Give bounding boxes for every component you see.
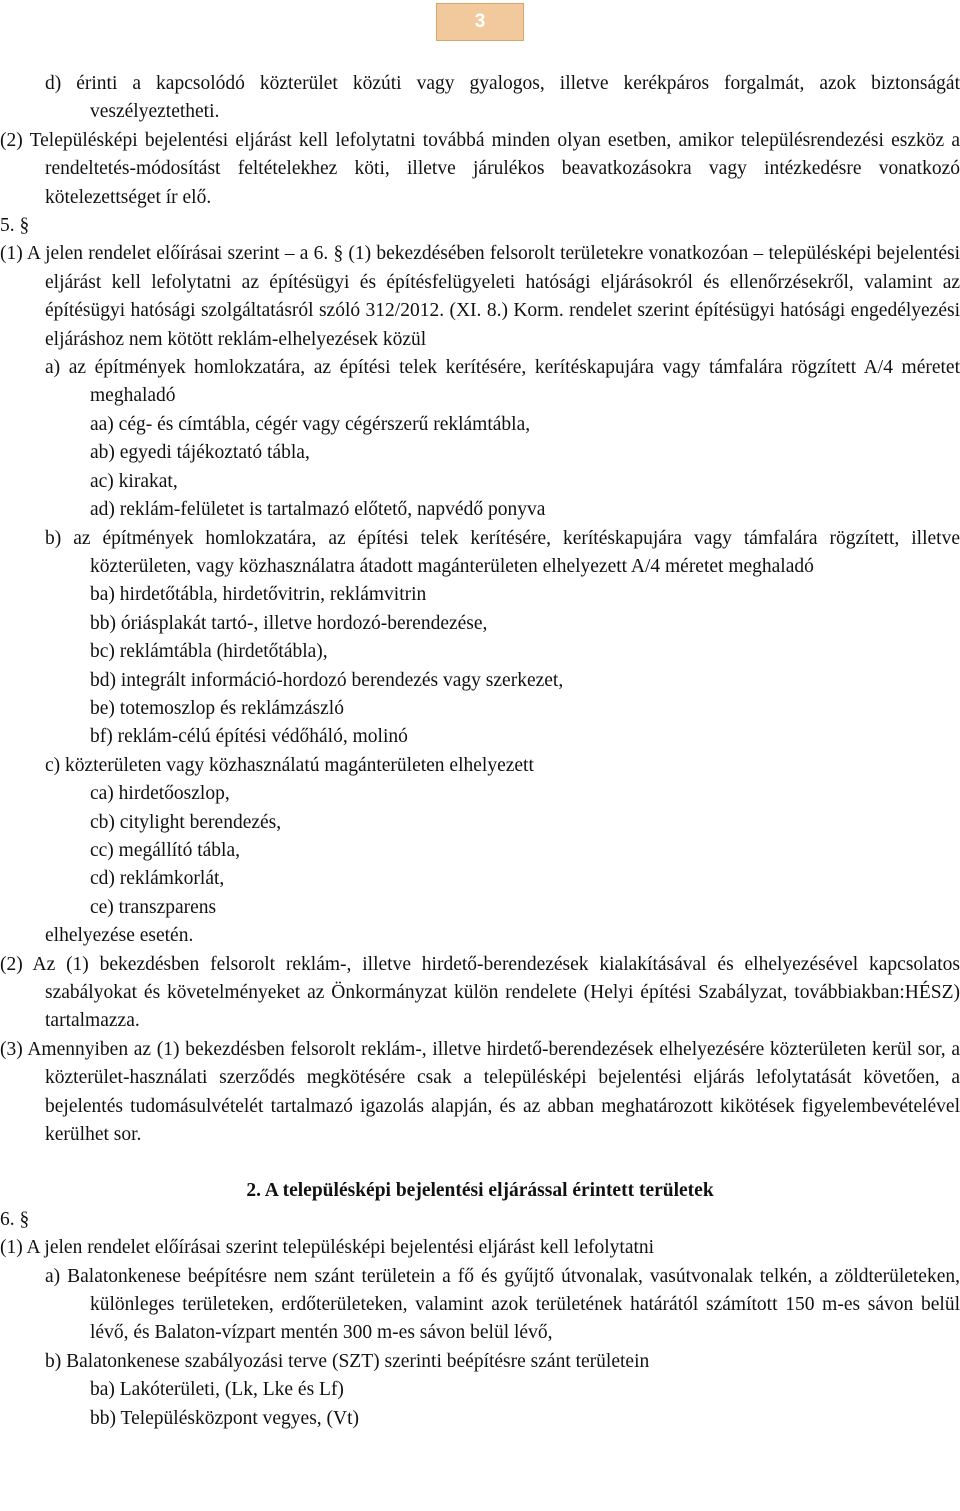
item-6ba: ba) Lakóterületi, (Lk, Lke és Lf) <box>90 1379 344 1401</box>
paragraph-5-2: (2) Az (1) bekezdésben felsorolt reklám-, illetve hirdető-berendezések kialakításával és elhelyezésével kapcsolatos szabályokat és követelményeket az Önkormányzat külön rendelete (Helyi építési Szabályzat, továbbiakban:HÉSZ) tartalmazza. <box>0 953 960 1032</box>
item-cd: cd) reklámkorlát, <box>90 868 225 890</box>
item-bd: bd) integrált információ-hordozó berendezés vagy szerkezet, <box>90 669 564 691</box>
item-ab: ab) egyedi tájékoztató tábla, <box>90 442 310 464</box>
closing-line: elhelyezése esetén. <box>45 925 194 947</box>
item-6a: a) Balatonkenese beépítésre nem szánt területein a fő és gyűjtő útvonalak, vasútvonalak telkén, a zöldterületeken, különleges területeken, erdőterületeken, valamint azok területének határától számított 150 m-es sávon belül lévő, és Balaton-vízpart mentén 300 m-es sávon belül lévő, <box>45 1265 960 1344</box>
item-ba: ba) hirdetőtábla, hirdetővitrin, reklámvitrin <box>90 584 427 606</box>
item-cc: cc) megállító tábla, <box>90 839 240 861</box>
item-ce: ce) transzparens <box>90 896 217 918</box>
item-bb: bb) óriásplakát tartó-, illetve hordozó-berendezése, <box>90 612 488 634</box>
section-5-heading: 5. § <box>0 215 30 237</box>
item-ac: ac) kirakat, <box>90 470 178 492</box>
item-b: b) az építmények homlokzatára, az építési telek kerítésére, kerítéskapujára vagy támfalára rögzített, illetve közterületen, vagy közhasználatra átadott magánterületen elhelyezett A/4 méretet meghaladó <box>45 527 960 577</box>
item-6bb: bb) Településközpont vegyes, (Vt) <box>90 1407 360 1429</box>
item-cb: cb) citylight berendezés, <box>90 811 282 833</box>
item-be: be) totemoszlop és reklámzászló <box>90 697 344 719</box>
page-number-badge: 3 <box>436 3 524 41</box>
item-ad: ad) reklám-felületet is tartalmazó előtető, napvédő ponyva <box>90 499 546 521</box>
paragraph-5-1: (1) A jelen rendelet előírásai szerint – a 6. § (1) bekezdésében felsorolt területekre vonatkozóan – településképi bejelentési eljárást kell lefolytatni az építésügyi és építésfelügyeleti hatósági eljárásokról és ellenőrzésekről, valamint az építésügyi hatósági szolgáltatásról szóló 312/2012. (XI. 8.) Korm. rendelet szerint építésügyi hatósági engedélyezési eljáráshoz nem kötött reklám-elhelyezések közül <box>0 243 960 350</box>
item-c: c) közterületen vagy közhasználatú magánterületen elhelyezett <box>45 754 534 776</box>
paragraph-d: d) érinti a kapcsolódó közterület közúti vagy gyalogos, illetve kerékpáros forgalmát, azok biztonságát veszélyeztetheti. <box>45 73 960 123</box>
paragraph-5-3: (3) Amennyiben az (1) bekezdésben felsorolt reklám-, illetve hirdető-berendezések elhelyezésére közterületen kerül sor, a közterület-használati szerződés megkötésére csak a településképi bejelentési eljárás lefolytatását követően, a bejelentés tudomásulvételét tartalmazó igazolás alapján, és az abban meghatározott kikötések figyelembevételével kerülhet sor. <box>0 1038 960 1146</box>
paragraph-4-2: (2) Településképi bejelentési eljárást kell lefolytatni továbbá minden olyan esetben, amikor településrendezési eszköz a rendeltetés-módosítást feltételekhez köti, illetve járulékos beavatkozásokra vagy intézkedésre vonatkozó kötelezettséget ír elő. <box>0 129 960 208</box>
item-ca: ca) hirdetőoszlop, <box>90 783 230 805</box>
item-bc: bc) reklámtábla (hirdetőtábla), <box>90 641 328 663</box>
chapter-heading: 2. A településképi bejelentési eljárással érintett területek <box>246 1180 714 1202</box>
section-6-heading: 6. § <box>0 1208 30 1230</box>
paragraph-6-1: (1) A jelen rendelet előírásai szerint településképi bejelentési eljárást kell lefolytatni <box>0 1237 655 1259</box>
item-bf: bf) reklám-célú építési védőháló, molinó <box>90 726 408 748</box>
item-a: a) az építmények homlokzatára, az építési telek kerítésére, kerítéskapujára vagy támfalára rögzített A/4 méretet meghaladó <box>45 357 960 407</box>
item-aa: aa) cég- és címtábla, cégér vagy cégérszerű reklámtábla, <box>90 413 531 435</box>
item-6b: b) Balatonkenese szabályozási terve (SZT) szerinti beépítésre szánt területein <box>45 1350 650 1372</box>
document-body <box>0 70 960 1433</box>
